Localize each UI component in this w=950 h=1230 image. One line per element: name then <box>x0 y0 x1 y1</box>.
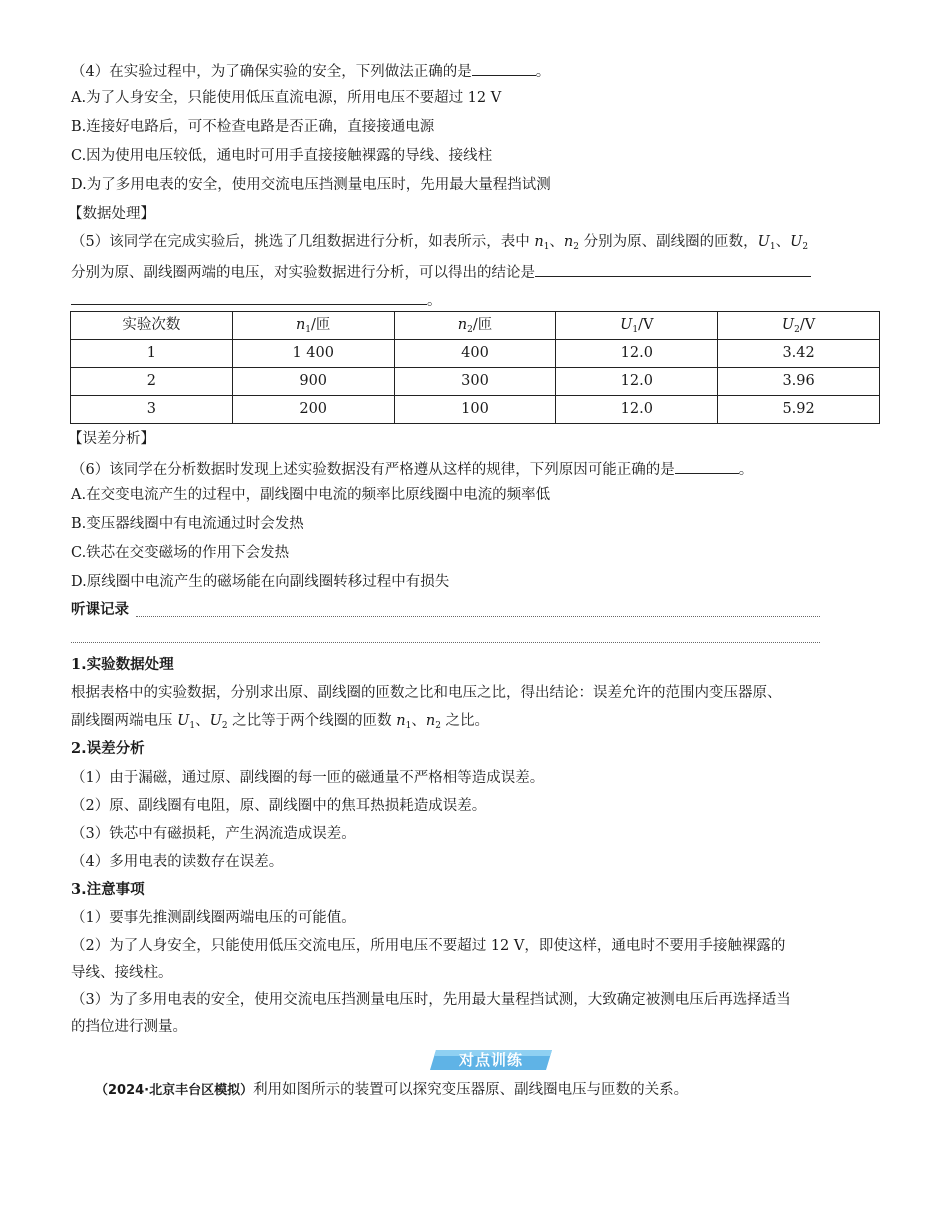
practice-banner-text: 对点训练 <box>458 1051 523 1069</box>
q6-stem: （6）该同学在分析数据时发现上述实验数据没有严格遵从这样的规律，下列原因可能正确的是 。 <box>71 457 753 480</box>
table-cell: 12.0 <box>556 368 718 396</box>
q5-line1: （5）该同学在完成实验后，挑选了几组数据进行分析，如表所示，表中 $n_1$、$n_2$ 分别为原、副线圈的匝数，$U_1$、$U_2$ <box>71 234 809 252</box>
summary-2-item: （4）多用电表的读数存在误差。 <box>71 854 284 870</box>
summary-3-item-cont: 导线、接线柱。 <box>71 965 173 981</box>
q4-option-d: D.为了多用电表的安全，使用交流电压挡测量电压时，先用最大量程挡试测 <box>71 177 551 193</box>
q6-option-a: A.在交变电流产生的过程中，副线圈中电流的频率比原线圈中电流的频率低 <box>71 487 551 503</box>
conclusion-blank <box>535 260 811 277</box>
q5-line3: 。 <box>71 288 442 311</box>
table-cell: 5.92 <box>718 396 880 424</box>
table-cell: 3.42 <box>718 340 880 368</box>
table-cell: 1 400 <box>232 340 394 368</box>
table-row <box>71 368 880 396</box>
summary-3-item: （3）为了多用电表的安全，使用交流电压挡测量电压时，先用最大量程挡试测，大致确定被测电压后再选择适当 <box>71 992 791 1008</box>
experiment-data-table <box>70 311 880 424</box>
table-cell: 400 <box>394 340 556 368</box>
table-cell: 900 <box>232 368 394 396</box>
answer-blank <box>472 59 536 76</box>
q4-stem: （4）在实验过程中，为了确保实验的安全，下列做法正确的是 。 <box>71 59 550 82</box>
summary-3-item: （2）为了人身安全，只能使用低压交流电压，所用电压不要超过 12 V，即使这样，通电时不要用手接触裸露的 <box>71 938 786 954</box>
summary-3-item-cont: 的挡位进行测量。 <box>71 1019 187 1035</box>
practice-banner <box>430 1048 552 1072</box>
q4-option-c: C.因为使用电压较低，通电时可用手直接接触裸露的导线、接线柱 <box>71 148 493 164</box>
data-processing-heading: 【数据处理】 <box>68 206 155 222</box>
header-cell: $n_1/$匝 <box>232 312 394 340</box>
summary-2-item: （3）铁芯中有磁损耗，产生涡流造成误差。 <box>71 826 356 842</box>
summary-1-line-1: 根据表格中的实验数据，分别求出原、副线圈的匝数之比和电压之比，得出结论：误差允许的范围内变压器原、 <box>71 685 782 701</box>
table-row <box>71 396 880 424</box>
summary-2-item: （1）由于漏磁，通过原、副线圈的每一匝的磁通量不严格相等造成误差。 <box>71 770 545 786</box>
summary-heading-2: 2.误差分析 <box>71 740 145 757</box>
header-cell: $n_2/$匝 <box>394 312 556 340</box>
table-cell: 1 <box>71 340 233 368</box>
table-cell: 3 <box>71 396 233 424</box>
q4-option-a: A.为了人身安全，只能使用低压直流电源，所用电压不要超过 12 V <box>71 90 502 106</box>
table-cell: 12.0 <box>556 340 718 368</box>
conclusion-blank-cont <box>71 288 427 305</box>
table-header-row <box>71 312 880 340</box>
notes-line-2 <box>71 642 820 643</box>
table-cell: 100 <box>394 396 556 424</box>
header-cell: 实验次数 <box>71 312 233 340</box>
table-cell: 2 <box>71 368 233 396</box>
q4-option-b: B.连接好电路后，可不检查电路是否正确，直接接通电源 <box>71 119 435 135</box>
summary-2-item: （2）原、副线圈有电阻，原、副线圈中的焦耳热损耗造成误差。 <box>71 798 487 814</box>
question-source: （2024·北京丰台区模拟） <box>95 1083 254 1098</box>
q6-option-d: D.原线圈中电流产生的磁场能在向副线圈转移过程中有损失 <box>71 574 450 590</box>
table-cell: 3.96 <box>718 368 880 396</box>
summary-3-item: （1）要事先推测副线圈两端电压的可能值。 <box>71 910 356 926</box>
notes-line-1 <box>136 616 820 617</box>
summary-1-line-2: 副线圈两端电压 $U_1$、$U_2$ 之比等于两个线圈的匝数 $n_1$、$n_2$ 之比。 <box>71 713 490 731</box>
header-cell: $U_2/V$ <box>718 312 880 340</box>
table-cell: 12.0 <box>556 396 718 424</box>
summary-heading-3: 3.注意事项 <box>71 881 145 898</box>
table-cell: 200 <box>232 396 394 424</box>
table-cell: 300 <box>394 368 556 396</box>
notes-label: 听课记录 <box>71 602 129 618</box>
header-cell: $U_1/V$ <box>556 312 718 340</box>
practice-question: （2024·北京丰台区模拟）利用如图所示的装置可以探究变压器原、副线圈电压与匝数的关系。 <box>95 1082 689 1098</box>
error-analysis-heading: 【误差分析】 <box>68 431 155 447</box>
table-row <box>71 340 880 368</box>
q6-option-b: B.变压器线圈中有电流通过时会发热 <box>71 516 304 532</box>
summary-heading-1: 1.实验数据处理 <box>71 656 174 673</box>
q5-line2: 分别为原、副线圈两端的电压，对实验数据进行分析，可以得出的结论是 <box>71 260 811 283</box>
q6-option-c: C.铁芯在交变磁场的作用下会发热 <box>71 545 290 561</box>
answer-blank <box>675 457 739 474</box>
